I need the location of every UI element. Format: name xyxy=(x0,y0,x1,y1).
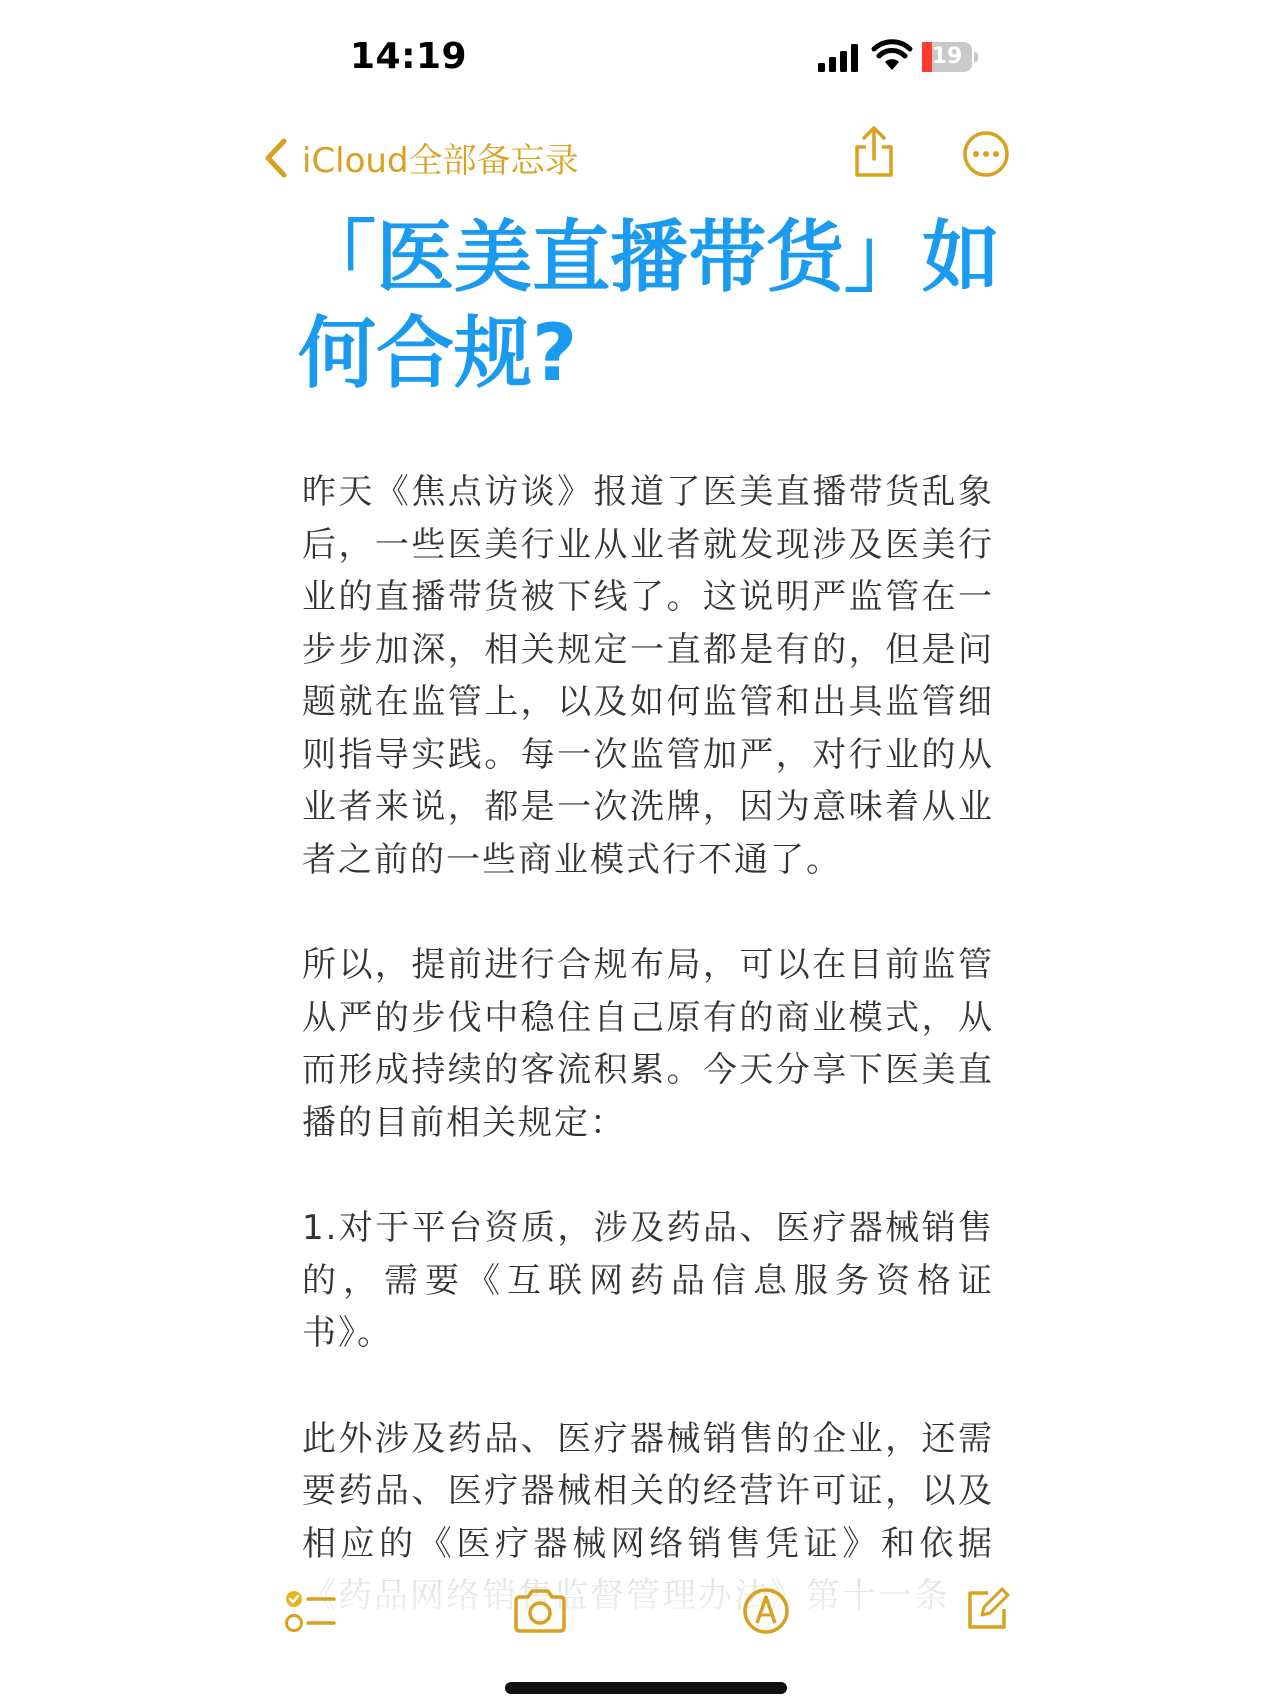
camera-icon[interactable] xyxy=(512,1587,568,1635)
home-indicator[interactable] xyxy=(505,1682,787,1694)
note-body[interactable] xyxy=(302,466,994,1564)
battery-icon xyxy=(922,42,978,72)
markup-icon[interactable] xyxy=(742,1587,790,1635)
back-label: iCloud全部备忘录 xyxy=(302,141,579,181)
status-bar xyxy=(0,0,1280,110)
note-title[interactable]: 「医美直播带货」如何合规? xyxy=(298,213,1001,399)
note-paragraph: 1.对于平台资质，涉及药品、医疗器械销售的，需要《互联网药品信息服务资格证书》。 xyxy=(302,1208,994,1353)
battery-level: 19 xyxy=(931,44,963,69)
wifi-icon xyxy=(872,40,912,72)
more-icon[interactable] xyxy=(962,130,1010,178)
status-time: 14:19 xyxy=(350,36,468,77)
back-button[interactable] xyxy=(262,133,579,182)
bottom-toolbar xyxy=(0,1575,1280,1655)
chevron-left-icon xyxy=(262,137,290,179)
signal-icon xyxy=(818,44,860,72)
note-paragraph: 所以，提前进行合规布局，可以在目前监管从严的步伐中稳住自己原有的商业模式，从而形成持续的客流积累。今天分享下医美直播的目前相关规定： xyxy=(302,945,994,1143)
nav-bar xyxy=(0,115,1280,195)
compose-icon[interactable] xyxy=(964,1587,1010,1633)
note-paragraph: 此外涉及药品、医疗器械销售的企业，还需要药品、医疗器械相关的经营许可证，以及相应的《医疗器械网络销售凭证》和依据 xyxy=(302,1418,994,1564)
checklist-icon[interactable] xyxy=(284,1587,338,1635)
share-icon[interactable] xyxy=(852,125,896,179)
note-paragraph: 昨天《焦点访谈》报道了医美直播带货乱象后，一些医美行业从业者就发现涉及医美行业的直播带货被下线了。这说明严监管在一步步加深，相关规定一直都是有的，但是问题就在监管上，以及如何监管和出具监管细则指导实践。每一次监管加严，对行业的从业者来说，都是一次洗牌，因为意味着从业者之前的一些商业模式行不通了。 xyxy=(302,472,994,880)
